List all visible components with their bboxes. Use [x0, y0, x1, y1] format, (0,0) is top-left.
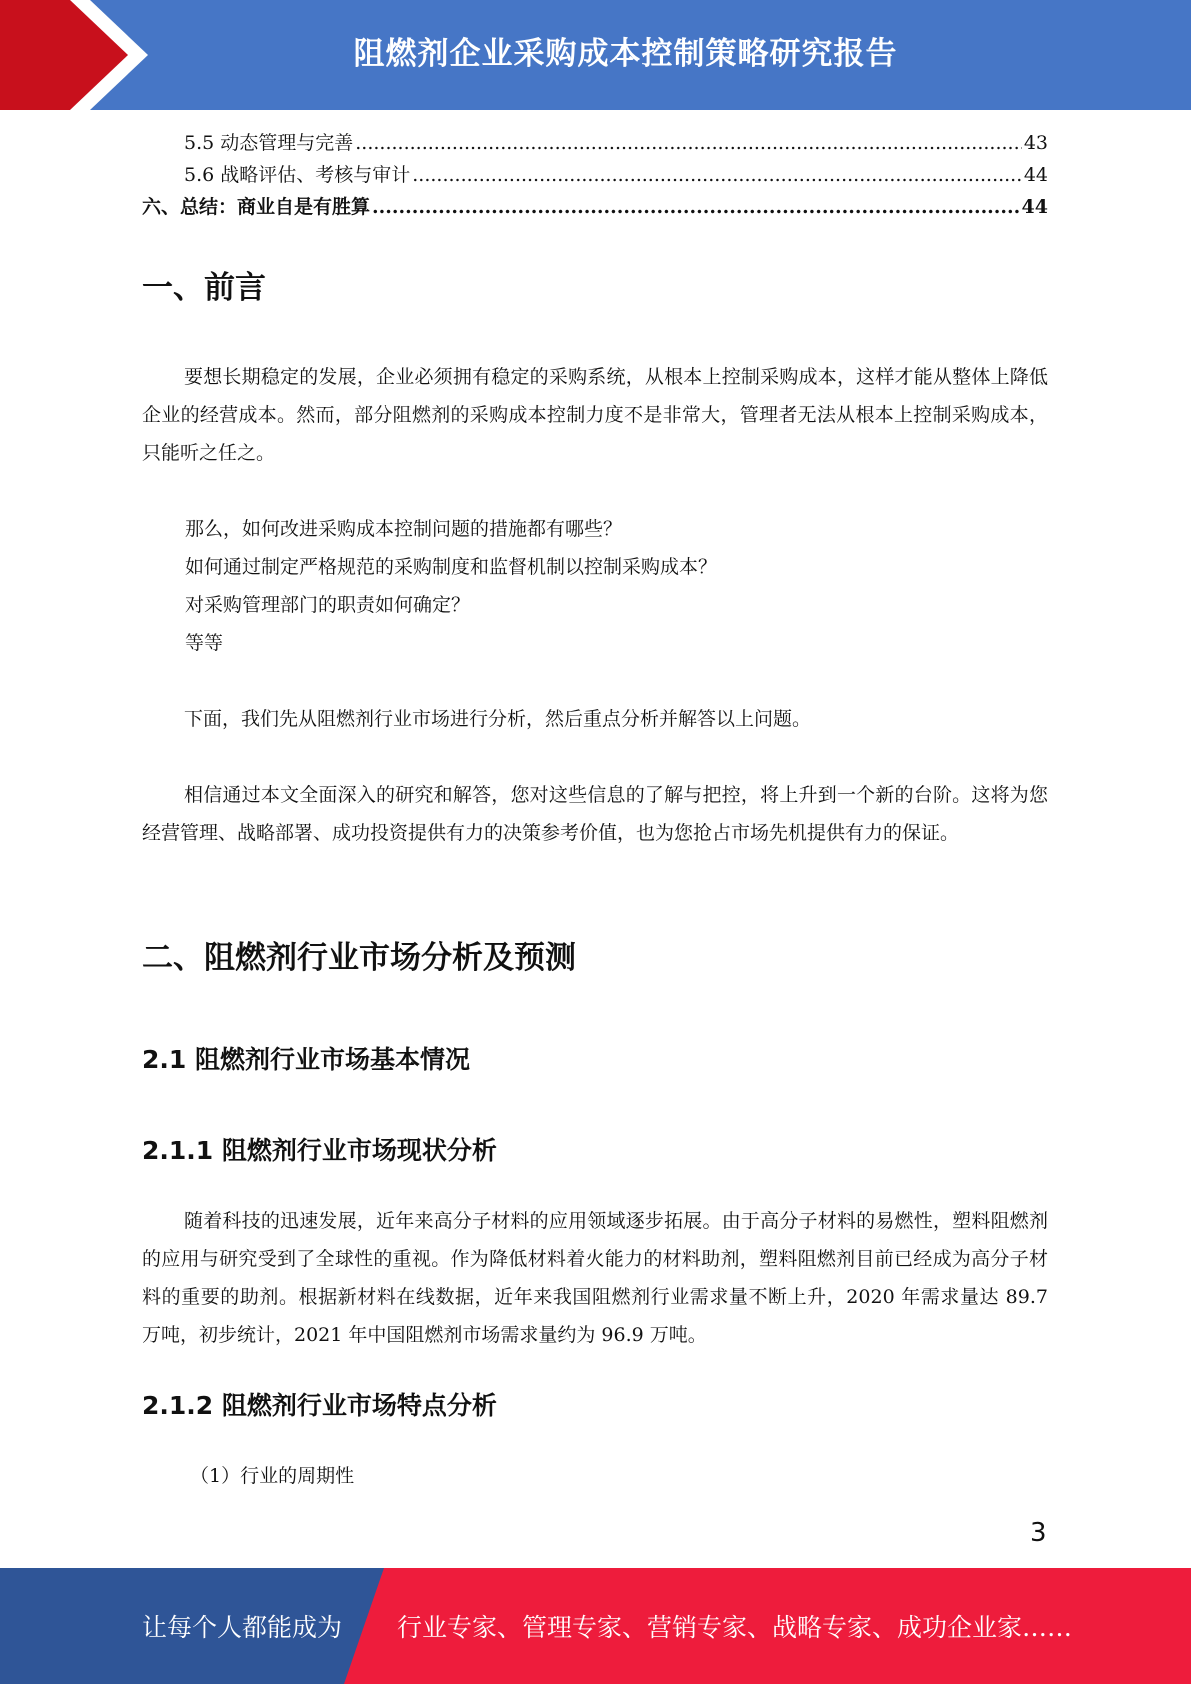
subsection-heading: 2.1.1 阻燃剂行业市场现状分析 [142, 1136, 497, 1165]
toc-entry[interactable] [142, 128, 1048, 160]
body-paragraph: 相信通过本文全面深入的研究和解答，您对这些信息的了解与把控，将上升到一个新的台阶。这将为您经营管理、战略部署、成功投资提供有力的决策参考价值，也为您抢占市场先机提供有力的保证。 [142, 784, 1048, 844]
table-of-contents [142, 128, 1048, 224]
subsection-heading: 2.1 阻燃剂行业市场基本情况 [142, 1045, 470, 1074]
toc-label: 5.5 动态管理与完善 [184, 132, 354, 154]
toc-leader [412, 164, 1022, 186]
subsection-heading: 2.1.2 阻燃剂行业市场特点分析 [142, 1391, 497, 1420]
toc-leader [355, 132, 1022, 154]
list-item: （1）行业的周期性 [190, 1465, 355, 1487]
footer-slogan-left: 让每个人都能成为 [142, 1613, 343, 1642]
toc-page: 44 [1023, 164, 1048, 186]
body-paragraph: 下面，我们先从阻燃剂行业市场进行分析，然后重点分析并解答以上问题。 [184, 708, 812, 730]
page-number: 3 [1030, 1518, 1047, 1548]
toc-entry[interactable] [142, 192, 1048, 224]
section-heading-preface: 一、前言 [142, 270, 266, 306]
body-paragraph: 要想长期稳定的发展，企业必须拥有稳定的采购系统，从根本上控制采购成本，这样才能从整体上降低企业的经营成本。然而，部分阻燃剂的采购成本控制力度不是非常大，管理者无法从根本上控制采购成本，只能听之任之。 [142, 366, 1048, 464]
page-header [0, 0, 1191, 110]
section-heading-market-analysis: 二、阻燃剂行业市场分析及预测 [142, 940, 576, 976]
toc-page: 44 [1021, 196, 1048, 218]
toc-label: 六、总结：商业自是有胜算 [142, 196, 371, 218]
footer-slogan-right: 行业专家、管理专家、营销专家、战略专家、成功企业家…… [397, 1613, 1073, 1642]
toc-leader [372, 196, 1020, 218]
toc-page: 43 [1023, 132, 1048, 154]
question-line: 如何通过制定严格规范的采购制度和监督机制以控制采购成本？ [185, 556, 718, 578]
question-line: 那么，如何改进采购成本控制问题的措施都有哪些？ [185, 518, 623, 540]
question-line: 等等 [185, 632, 224, 654]
page-footer [0, 1568, 1191, 1684]
body-paragraph: 随着科技的迅速发展，近年来高分子材料的应用领域逐步拓展。由于高分子材料的易燃性，塑料阻燃剂的应用与研究受到了全球性的重视。作为降低材料着火能力的材料助剂，塑料阻燃剂目前已经成为高分子材料的重要的助剂。根据新材料在线数据，近年来我国阻燃剂行业需求量不断上升，2020 年需求量达 89.7 万吨，初步统计，2021 年中国阻燃剂市场需求量约为 96.9 万吨。 [142, 1210, 1048, 1346]
question-line: 对采购管理部门的职责如何确定？ [185, 594, 471, 616]
toc-entry[interactable] [142, 160, 1048, 192]
report-title: 阻燃剂企业采购成本控制策略研究报告 [353, 35, 898, 72]
toc-label: 5.6 战略评估、考核与审计 [184, 164, 411, 186]
header-arrow-decoration [0, 0, 150, 110]
